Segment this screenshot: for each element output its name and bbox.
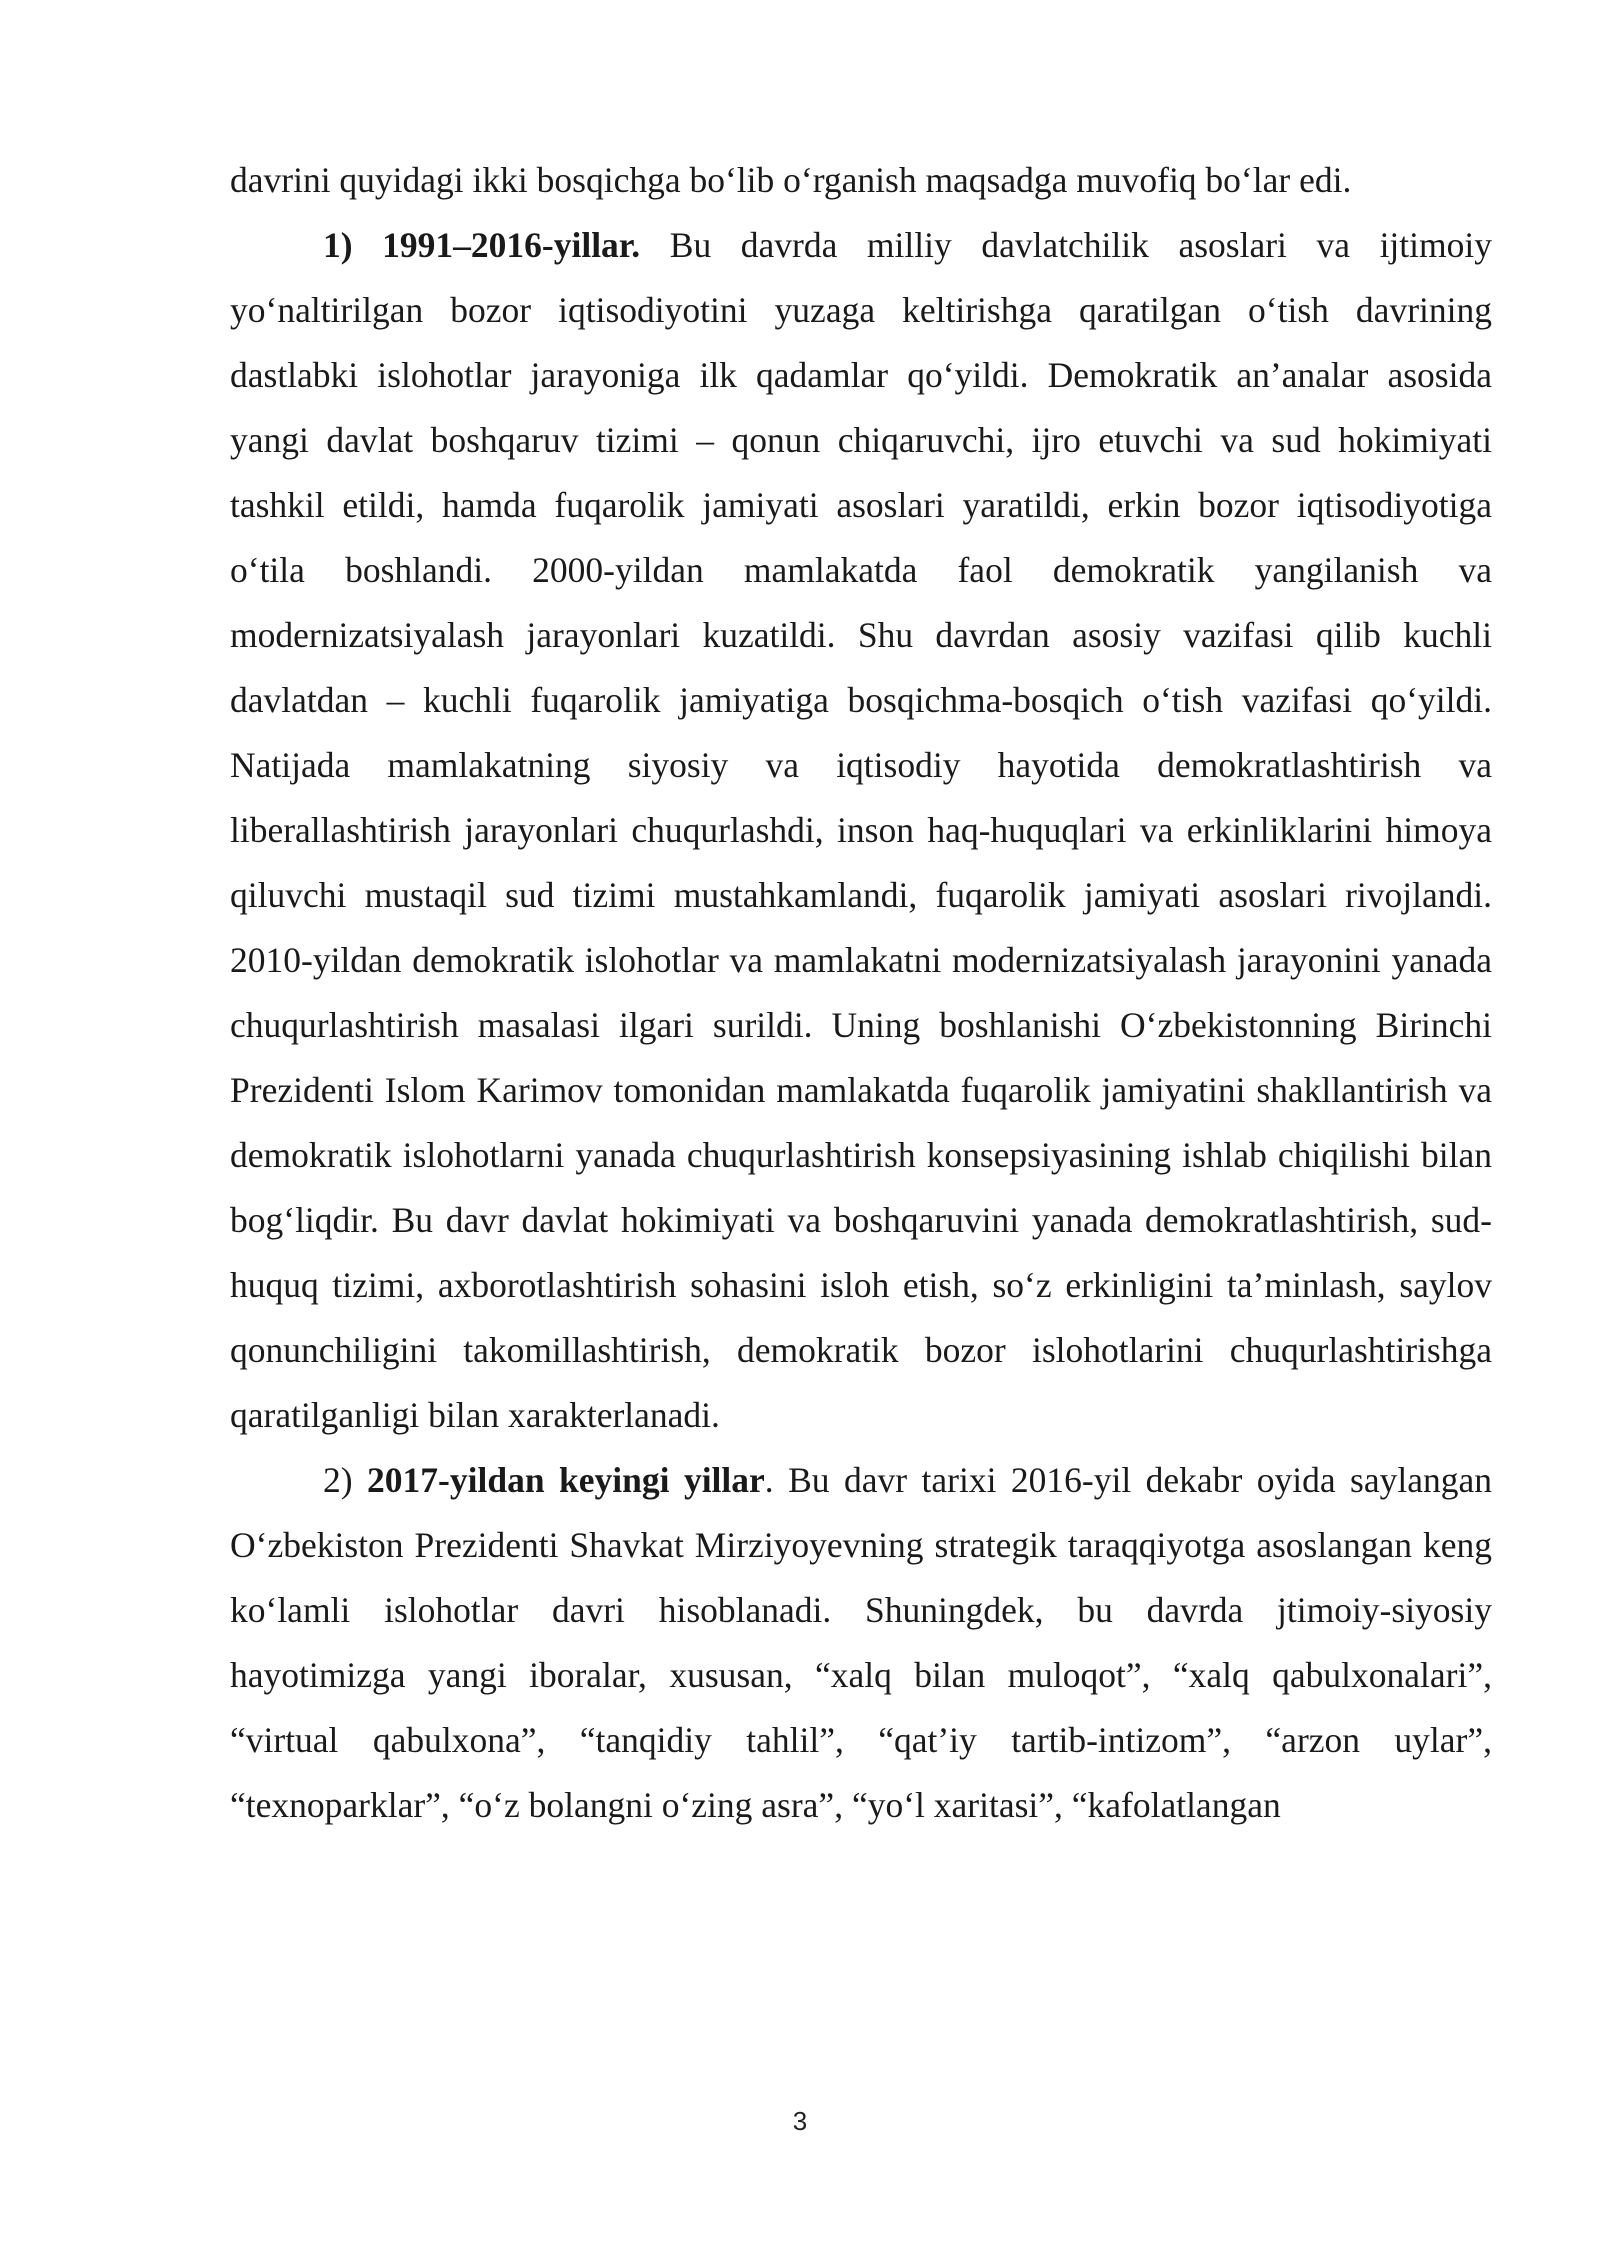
- paragraph-period-2: [230, 1448, 1492, 1838]
- list-number: 2): [323, 1460, 368, 1500]
- paragraph-continuation: [230, 148, 1492, 213]
- paragraph-text: Bu davrda milliy davlatchilik asoslari va ijtimoiy yo‘naltirilgan bozor iqtisodiyotini yuzaga keltirishga qaratilgan o‘tish davrining dastlabki islohotlar jarayoniga ilk qadamlar qo‘yildi. Demokratik an’analar asosida yangi davlat boshqaruv tizimi – qonun chiqaruvchi, ijro etuvchi va sud hokimiyati tashkil etildi, hamda fuqarolik jamiyati asoslari yaratildi, erkin bozor iqtisodiyotiga o‘tila boshlandi. 2000-yildan mamlakatda faol demokratik yangilanish va modernizatsiyalash jarayonlari kuzatildi. Shu davrdan asosiy vazifasi qilib kuchli davlatdan – kuchli fuqarolik jamiyatiga bosqichma-bosqich o‘tish vazifasi qo‘yildi. Natijada mamlakatning siyosiy va iqtisodiy hayotida demokratlashtirish va liberallashtirish jarayonlari chuqurlashdi, inson haq-huquqlari va erkinliklarini himoya qiluvchi mustaqil sud tizimi mustahkamlandi, fuqarolik jamiyati asoslari rivojlandi. 2010-yildan demokratik islohotlar va mamlakatni modernizatsiyalash jarayonini yanada chuqurlashtirish masalasi ilgari surildi. Uning boshlanishi O‘zbekistonning Birinchi Prezidenti Islom Karimov tomonidan mamlakatda fuqarolik jamiyatini shakllantirish va demokratik islohotlarni yanada chuqurlashtirish konsepsiyasining ishlab chiqilishi bilan bog‘liqdir. Bu davr davlat hokimiyati va boshqaruvini yanada demokratlashtirish, sud-huquq tizimi, axborotlashtirish sohasini isloh etish, so‘z erkinligini ta’minlash, saylov qonunchiligini takomillashtirish, demokratik bozor islohotlarini chuqurlashtirishga qaratilganligi bilan xarakterlanadi.: [230, 225, 1492, 1435]
- period-heading: 2017-yildan keyingi yillar: [367, 1460, 765, 1500]
- period-heading: 1) 1991–2016-yillar.: [323, 225, 641, 265]
- paragraph-text: . Bu davr tarixi 2016-yil dekabr oyida saylangan O‘zbekiston Prezidenti Shavkat Mirziyoyevning strategik taraqqiyotga asoslangan keng ko‘lamli islohotlar davri hisoblanadi. Shuningdek, bu davrda jtimoiy-siyosiy hayotimizga yangi iboralar, xususan, “xalq bilan muloqot”, “xalq qabulxonalari”, “virtual qabulxona”, “tanqidiy tahlil”, “qat’iy tartib-intizom”, “arzon uylar”, “texnoparklar”, “o‘z bolangni o‘zing asra”, “yo‘l xaritasi”, “kafolatlangan: [230, 1460, 1492, 1825]
- page-number: 3: [792, 2106, 808, 2136]
- paragraph-text: davrini quyidagi ikki bosqichga bo‘lib o‘rganish maqsadga muvofiq bo‘lar edi.: [230, 160, 1352, 200]
- paragraph-period-1: [230, 213, 1492, 1448]
- body-text: [230, 148, 1492, 1838]
